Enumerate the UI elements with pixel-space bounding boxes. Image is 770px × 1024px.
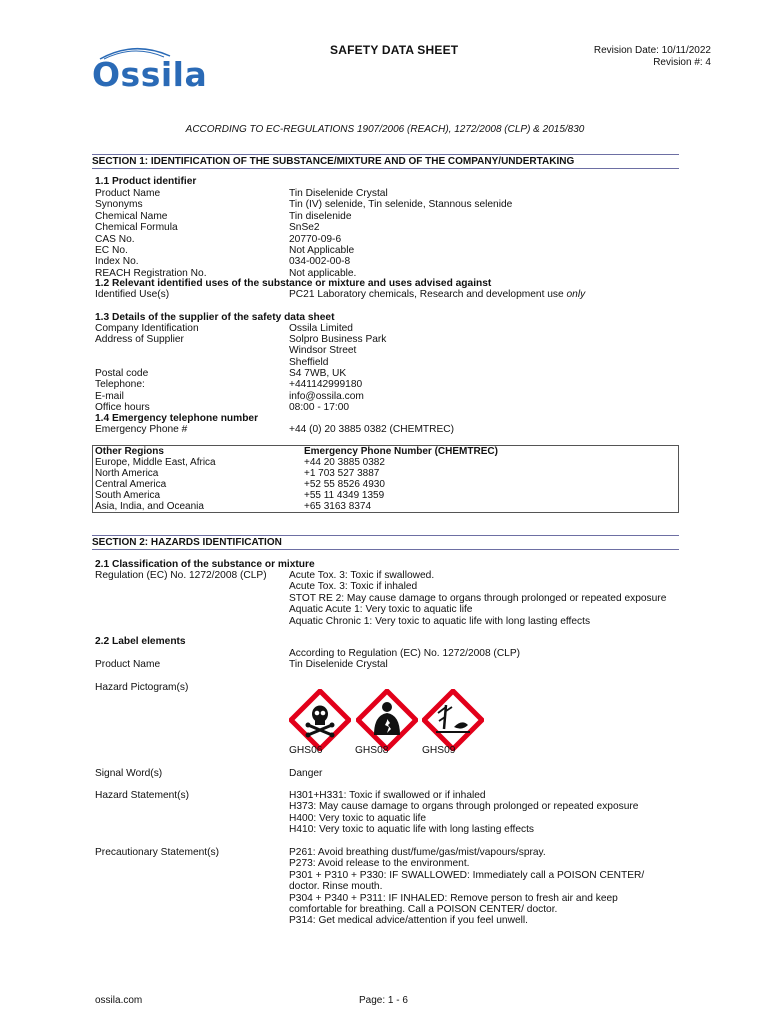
supplier-values [289, 368, 364, 414]
revision-number: Revision #: 4 [653, 57, 711, 68]
table-row [93, 479, 679, 490]
supplier-field-value: 08:00 - 17:00 [289, 402, 350, 414]
company-label: Company Identification [95, 323, 199, 334]
precautionary-statements [289, 847, 644, 927]
product-field-value: SnSe2 [289, 222, 320, 234]
revision-info [594, 45, 711, 69]
region-cell: Europe, Middle East, Africa [95, 457, 216, 468]
precaution-line: P301 + P310 + P330: IF SWALLOWED: Immediately call a POISON CENTER/ [289, 869, 645, 881]
table-row [93, 468, 679, 479]
supplier-field-value: S4 7WB, UK [289, 368, 347, 379]
pictogram-label: Hazard Pictogram(s) [95, 682, 189, 693]
table-row [93, 490, 679, 501]
phone-cell: +55 11 4349 1359 [304, 490, 385, 501]
signal-word-label: Signal Word(s) [95, 768, 163, 779]
logo-text: Ossila [92, 55, 208, 94]
classification-line: Aquatic Acute 1: Very toxic to aquatic life [289, 604, 473, 616]
pictogram-code-2: GHS08 [355, 745, 389, 756]
product-field-label: CAS No. [95, 233, 135, 245]
classification-list [289, 570, 666, 627]
product-field-label: Product Name [95, 188, 161, 199]
precaution-line: P304 + P340 + P311: IF INHALED: Remove person to fresh air and keep [289, 892, 618, 904]
emergency-label: Emergency Phone # [95, 424, 188, 435]
product-field-value: Not applicable. [289, 267, 357, 279]
address-line: Solpro Business Park [289, 334, 387, 345]
emergency-heading: 1.4 Emergency telephone number [95, 413, 259, 424]
precaution-line: P273: Avoid release to the environment. [289, 858, 470, 870]
product-identifier-values [289, 188, 512, 279]
region-cell: Central America [95, 479, 167, 490]
regulation-label: Regulation (EC) No. 1272/2008 (CLP) [95, 570, 267, 581]
identified-uses-text: PC21 Laboratory chemicals, Research and development use [289, 289, 564, 300]
hazard-statement-label: Hazard Statement(s) [95, 790, 189, 801]
footer-site: ossila.com [95, 995, 143, 1006]
company-value: Ossila Limited [289, 323, 353, 334]
environment-hazard-icon [422, 689, 484, 751]
section1-heading: SECTION 1: IDENTIFICATION OF THE SUBSTANCE/MIXTURE AND OF THE COMPANY/UNDERTAKING [92, 154, 679, 169]
supplier-field-value: info@ossila.com [289, 390, 364, 402]
skull-crossbones-icon [289, 689, 351, 751]
product-field-label: Chemical Name [95, 210, 168, 222]
product-field-label: Chemical Formula [95, 222, 178, 234]
classification-line: Aquatic Chronic 1: Very toxic to aquatic life with long lasting effects [289, 615, 591, 627]
hazard-line: H410: Very toxic to aquatic life with long lasting effects [289, 824, 535, 836]
product-field-label: Synonyms [95, 199, 143, 211]
hazard-line: H373: May cause damage to organs through prolonged or repeated exposure [289, 801, 639, 813]
product-field-value: Tin (IV) selenide, Tin selenide, Stannous selenide [289, 199, 513, 211]
product-identifier-labels [95, 188, 207, 279]
regulations-line: ACCORDING TO EC-REGULATIONS 1907/2006 (REACH), 1272/2008 (CLP) & 2015/830 [185, 124, 585, 135]
ossila-logo [92, 46, 208, 94]
phone-cell: +1 703 527 3887 [304, 468, 380, 479]
supplier-field-value: +441142999180 [289, 379, 363, 391]
table-row [93, 501, 679, 513]
phone-cell: +52 55 8526 4930 [304, 479, 385, 490]
section2-heading: SECTION 2: HAZARDS IDENTIFICATION [92, 535, 679, 550]
product-field-value: Not Applicable [289, 245, 355, 257]
precaution-line: P261: Avoid breathing dust/fume/gas/mist/vapours/spray. [289, 847, 546, 858]
supplier-field-label: Postal code [95, 368, 149, 379]
precaution-line: P314: Get medical advice/attention if you feel unwell. [289, 915, 528, 927]
product-field-value: 20770-09-6 [289, 233, 342, 245]
precaution-line: comfortable for breathing. Call a POISON CENTER/ doctor. [289, 904, 558, 916]
classification-line: Acute Tox. 3: Toxic if inhaled [289, 581, 418, 593]
product-field-label: REACH Registration No. [95, 267, 207, 279]
product-field-label: EC No. [95, 245, 128, 257]
precautionary-statement-label: Precautionary Statement(s) [95, 847, 220, 858]
supplier-heading: 1.3 Details of the supplier of the safety data sheet [95, 312, 335, 323]
supplier-field-label: Office hours [95, 402, 150, 414]
revision-date: Revision Date: 10/11/2022 [593, 45, 711, 56]
classification-line: Acute Tox. 3: Toxic if swallowed. [289, 570, 435, 581]
signal-word-value: Danger [289, 768, 323, 779]
table-row [93, 457, 679, 468]
supplier-field-label: Telephone: [95, 379, 145, 391]
address-line: Sheffield [289, 356, 329, 368]
address-line: Windsor Street [289, 345, 357, 357]
hazard-statements [289, 790, 638, 836]
classification-line: STOT RE 2: May cause damage to organs through prolonged or repeated exposure [289, 592, 667, 604]
product-field-value: 034-002-00-8 [289, 256, 351, 268]
product-identifier-heading: 1.1 Product identifier [95, 176, 197, 187]
label-elements-heading: 2.2 Label elements [95, 636, 186, 647]
document-title: SAFETY DATA SHEET [330, 43, 459, 57]
footer-page: Page: 1 - 6 [359, 995, 408, 1006]
product-name-value: Tin Diselenide Crystal [289, 659, 388, 670]
supplier-labels [95, 368, 150, 414]
precaution-line: doctor. Rinse mouth. [289, 881, 383, 893]
classification-heading: 2.1 Classification of the substance or mixture [95, 559, 315, 570]
address-lines [289, 334, 386, 368]
phone-cell: +44 20 3885 0382 [304, 457, 385, 468]
identified-uses-label: Identified Use(s) [95, 289, 170, 300]
product-field-value: Tin Diselenide Crystal [289, 188, 388, 199]
identified-uses-only: only [566, 289, 586, 300]
health-hazard-icon [356, 689, 418, 751]
address-label: Address of Supplier [95, 334, 184, 345]
pictogram-code-1: GHS06 [289, 745, 323, 756]
identified-uses-value [289, 289, 585, 300]
phone-cell: +65 3163 8374 [304, 501, 372, 512]
emergency-regions-table [92, 445, 679, 513]
pictogram-code-3: GHS09 [422, 745, 456, 756]
identified-uses-heading: 1.2 Relevant identified uses of the substance or mixture and uses advised against [95, 278, 492, 289]
region-cell: South America [95, 490, 161, 501]
product-field-label: Index No. [95, 256, 139, 268]
product-name-label: Product Name [95, 659, 161, 670]
emergency-value: +44 (0) 20 3885 0382 (CHEMTREC) [289, 424, 455, 435]
regions-header: Other Regions [95, 446, 164, 457]
supplier-field-label: E-mail [95, 390, 124, 402]
according-to: According to Regulation (EC) No. 1272/2008 (CLP) [289, 648, 521, 659]
hazard-line: H400: Very toxic to aquatic life [289, 812, 427, 824]
product-field-value: Tin diselenide [289, 210, 352, 222]
region-cell: North America [95, 468, 159, 479]
phones-header: Emergency Phone Number (CHEMTREC) [304, 446, 498, 457]
region-cell: Asia, India, and Oceania [95, 501, 204, 512]
table-header-row [93, 446, 679, 458]
hazard-line: H301+H331: Toxic if swallowed or if inhaled [289, 790, 486, 801]
